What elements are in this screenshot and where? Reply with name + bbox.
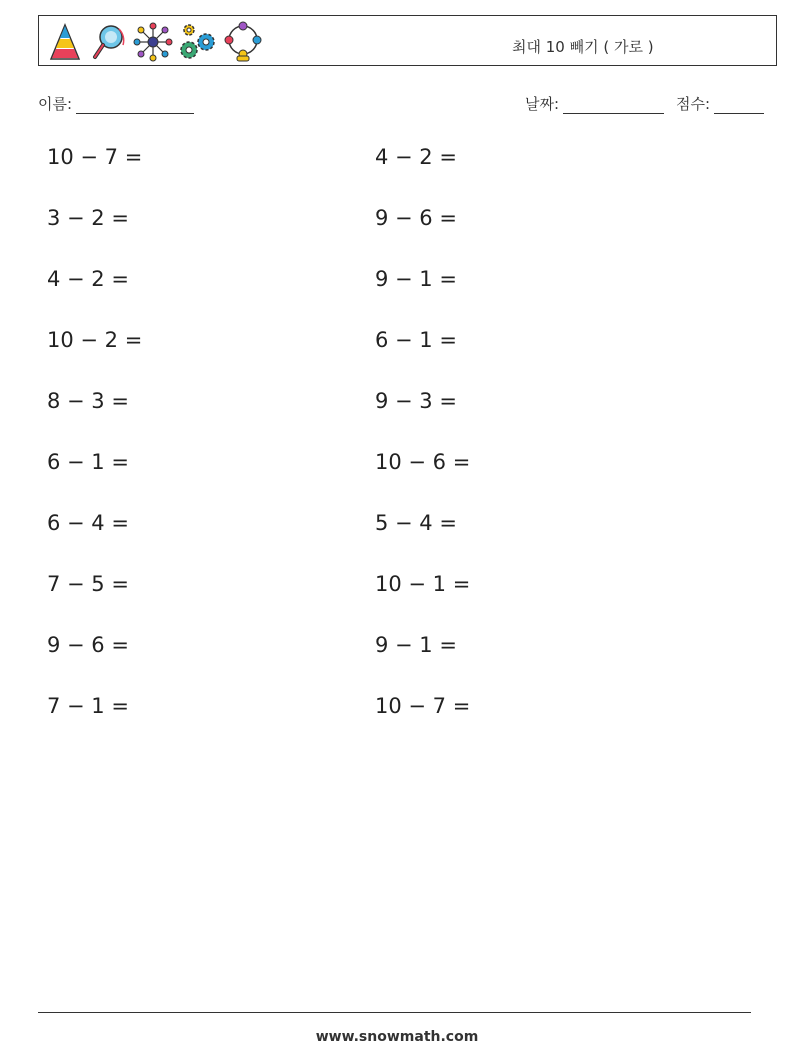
network-nodes-icon	[133, 21, 173, 63]
worksheet-title: 최대 10 빼기 ( 가로 )	[512, 38, 654, 56]
problem-5-2: 9 − 3 =	[375, 389, 457, 413]
gears-icon	[177, 21, 217, 63]
problem-8-1: 7 − 5 =	[47, 572, 129, 596]
footer-divider	[38, 1012, 751, 1013]
problem-7-1: 6 − 4 =	[47, 511, 129, 535]
score-label: 점수:	[676, 95, 711, 113]
pyramid-chart-icon	[45, 21, 85, 63]
problem-10-2: 10 − 7 =	[375, 694, 471, 718]
footer-url: www.snowmath.com	[315, 1029, 479, 1045]
date-blank[interactable]	[563, 97, 664, 114]
problem-5-1: 8 − 3 =	[47, 389, 129, 413]
problem-4-2: 6 − 1 =	[375, 328, 457, 352]
problem-4-1: 10 − 2 =	[47, 328, 143, 352]
problem-6-1: 6 − 1 =	[47, 450, 129, 474]
problem-7-2: 5 − 4 =	[375, 511, 457, 535]
worksheet-header	[38, 15, 777, 66]
name-label: 이름:	[38, 95, 73, 113]
problem-2-1: 3 − 2 =	[47, 206, 129, 230]
problem-3-1: 4 − 2 =	[47, 267, 129, 291]
problem-9-1: 9 − 6 =	[47, 633, 129, 657]
score-field	[676, 93, 764, 114]
name-blank[interactable]	[76, 97, 194, 114]
problem-8-2: 10 − 1 =	[375, 572, 471, 596]
magnifier-icon	[89, 21, 129, 63]
problem-1-2: 4 − 2 =	[375, 145, 457, 169]
problem-3-2: 9 − 1 =	[375, 267, 457, 291]
name-field	[38, 93, 194, 114]
problem-1-1: 10 − 7 =	[47, 145, 143, 169]
problem-2-2: 9 − 6 =	[375, 206, 457, 230]
problem-6-2: 10 − 6 =	[375, 450, 471, 474]
problem-9-2: 9 − 1 =	[375, 633, 457, 657]
problem-10-1: 7 − 1 =	[47, 694, 129, 718]
date-field	[525, 93, 664, 114]
score-blank[interactable]	[714, 97, 764, 114]
date-label: 날짜:	[525, 95, 560, 113]
team-cycle-icon	[221, 21, 265, 63]
header-icons	[45, 21, 265, 63]
